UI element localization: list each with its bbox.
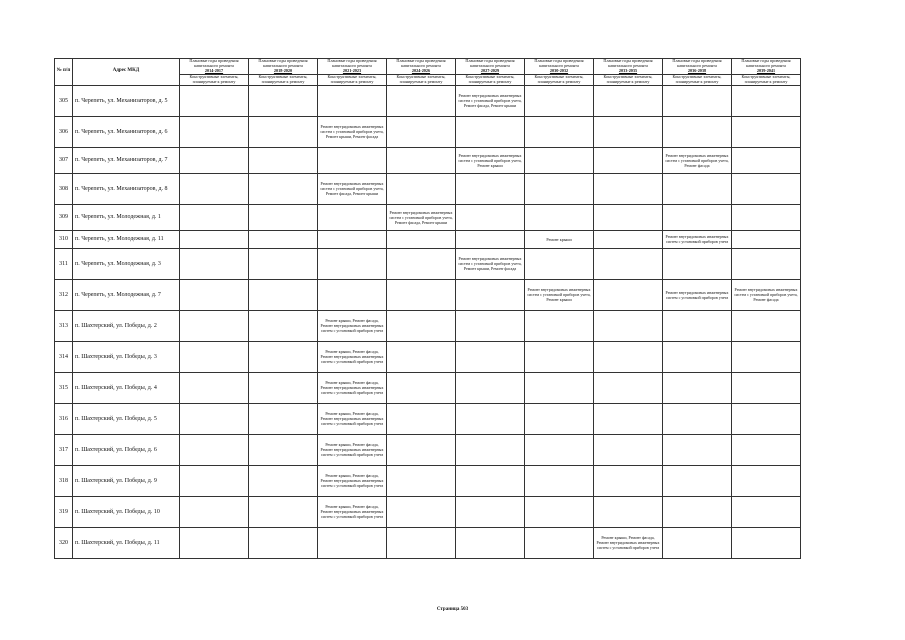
work-text: Ремонт внутридомовых инженерных систем с установкой приборов учета, Ремонт крыши, Ремонт фасада (320, 124, 384, 140)
work-cell (663, 204, 732, 230)
work-cell (456, 527, 525, 558)
work-cell (318, 230, 387, 248)
work-text: Ремонт крыши, Ремонт фасада, Ремонт внутридомовых инженерных систем с установкой приборов учета (596, 535, 660, 551)
work-cell (732, 527, 801, 558)
work-cell (456, 372, 525, 403)
work-cell (180, 230, 249, 248)
header-period-years: 2014-2017 (204, 67, 224, 73)
header-period-title: Плановые годы проведения капитального ремонта (327, 58, 377, 69)
work-cell (318, 116, 387, 147)
work-text: Ремонт крыши, Ремонт фасада, Ремонт внутридомовых инженерных систем с установкой приборов учета (320, 349, 384, 365)
work-cell (456, 279, 525, 310)
work-cell (387, 465, 456, 496)
work-cell (387, 85, 456, 116)
work-cell (594, 310, 663, 341)
work-cell (525, 116, 594, 147)
work-cell (732, 372, 801, 403)
table-row (55, 434, 801, 465)
work-cell (525, 310, 594, 341)
work-cell (180, 434, 249, 465)
work-cell (663, 279, 732, 310)
work-cell (180, 248, 249, 279)
work-cell (525, 279, 594, 310)
work-cell (732, 341, 801, 372)
header-period-title: Плановые годы проведения капитального ремонта (258, 58, 308, 69)
work-text: Ремонт внутридомовых инженерных систем с установкой приборов учета, Ремонт крыши, Ремонт фасада (458, 256, 522, 272)
work-text: Ремонт внутридомовых инженерных систем с установкой приборов учета, Ремонт фасада, Ремонт крыши (458, 93, 522, 109)
work-text: Ремонт внутридомовых инженерных систем с установкой приборов учета, Ремонт фасада, Ремонт крыши (320, 181, 384, 197)
row-number: 305 (55, 85, 73, 116)
table-row (55, 147, 801, 173)
work-cell (594, 465, 663, 496)
header-sub-label: Конструктивные элементы, планируемые к ремонту (594, 75, 663, 86)
table-row (55, 85, 801, 116)
work-cell (387, 204, 456, 230)
work-cell (180, 310, 249, 341)
header-sub-label: Конструктивные элементы, планируемые к ремонту (318, 75, 387, 86)
row-number: 310 (55, 230, 73, 248)
work-cell (663, 372, 732, 403)
work-cell (387, 248, 456, 279)
work-cell (180, 496, 249, 527)
work-cell (387, 310, 456, 341)
row-address: п. Черепеть, ул. Молодежная, д. 1 (73, 204, 180, 230)
work-text: Ремонт крыши (546, 236, 572, 242)
work-cell (249, 527, 318, 558)
work-cell (663, 173, 732, 204)
header-period-7 (663, 59, 732, 75)
work-cell (663, 527, 732, 558)
work-cell (663, 85, 732, 116)
header-period-title: Плановые годы проведения капитального ремонта (672, 58, 722, 69)
work-cell (456, 173, 525, 204)
work-cell (180, 341, 249, 372)
header-period-years: 2018-2020 (273, 67, 293, 73)
work-cell (387, 173, 456, 204)
header-period-years: 2021-2023 (342, 67, 362, 73)
header-period-years: 2033-2035 (618, 67, 638, 73)
work-cell (249, 310, 318, 341)
work-cell (180, 465, 249, 496)
row-number: 307 (55, 147, 73, 173)
work-text: Ремонт внутридомовых инженерных систем с установкой приборов учета, Ремонт крыши (527, 287, 591, 303)
work-cell (525, 496, 594, 527)
work-cell (525, 230, 594, 248)
work-cell (249, 434, 318, 465)
row-address: п. Шахтерский, ул. Победы, д. 2 (73, 310, 180, 341)
work-cell (732, 434, 801, 465)
work-cell (456, 85, 525, 116)
work-cell (732, 403, 801, 434)
work-cell (663, 248, 732, 279)
work-cell (180, 403, 249, 434)
work-text: Ремонт крыши, Ремонт фасада, Ремонт внутридомовых инженерных систем с установкой приборов учета (320, 504, 384, 520)
table-row (55, 173, 801, 204)
work-text: Ремонт внутридомовых инженерных систем с установкой приборов учета (665, 289, 729, 300)
work-cell (525, 204, 594, 230)
work-cell (318, 204, 387, 230)
header-period-title: Плановые годы проведения капитального ремонта (396, 58, 446, 69)
work-cell (180, 204, 249, 230)
work-cell (594, 230, 663, 248)
work-cell (594, 85, 663, 116)
row-number: 314 (55, 341, 73, 372)
work-cell (525, 147, 594, 173)
work-cell (594, 434, 663, 465)
header-period-years: 2030-2032 (549, 67, 569, 73)
work-cell (732, 204, 801, 230)
row-number: 318 (55, 465, 73, 496)
work-cell (663, 434, 732, 465)
work-cell (525, 341, 594, 372)
row-address: п. Черепеть, ул. Механизаторов, д. 7 (73, 147, 180, 173)
table-row (55, 204, 801, 230)
work-cell (663, 496, 732, 527)
work-cell (732, 147, 801, 173)
work-cell (732, 116, 801, 147)
work-cell (594, 279, 663, 310)
work-cell (663, 341, 732, 372)
header-sub-label: Конструктивные элементы, планируемые к ремонту (249, 75, 318, 86)
header-num: № п/п (55, 59, 73, 86)
work-text: Ремонт крыши, Ремонт фасада, Ремонт внутридомовых инженерных систем с установкой приборов учета (320, 380, 384, 396)
row-number: 317 (55, 434, 73, 465)
row-address: п. Шахтерский, ул. Победы, д. 6 (73, 434, 180, 465)
work-cell (387, 496, 456, 527)
row-number: 308 (55, 173, 73, 204)
header-sub-label: Конструктивные элементы, планируемые к ремонту (732, 75, 801, 86)
work-cell (318, 434, 387, 465)
work-cell (387, 372, 456, 403)
work-text: Ремонт внутридомовых инженерных систем с установкой приборов учета, Ремонт фасада (665, 152, 729, 168)
header-period-6 (594, 59, 663, 75)
row-address: п. Черепеть, ул. Молодежная, д. 11 (73, 230, 180, 248)
header-row-periods (55, 59, 801, 75)
work-text: Ремонт внутридомовых инженерных систем с установкой приборов учета, Ремонт фасада, Ремонт крыши (389, 209, 453, 225)
work-cell (594, 204, 663, 230)
work-cell (249, 116, 318, 147)
work-cell (525, 248, 594, 279)
work-cell (732, 85, 801, 116)
work-cell (594, 173, 663, 204)
header-sub-label: Конструктивные элементы, планируемые к ремонту (525, 75, 594, 86)
work-cell (180, 147, 249, 173)
work-cell (318, 496, 387, 527)
row-address: п. Шахтерский, ул. Победы, д. 5 (73, 403, 180, 434)
work-cell (249, 341, 318, 372)
work-cell (456, 341, 525, 372)
work-cell (456, 204, 525, 230)
header-sub-label: Конструктивные элементы, планируемые к ремонту (456, 75, 525, 86)
work-text: Ремонт внутридомовых инженерных систем с установкой приборов учета, Ремонт фасада (734, 287, 798, 303)
work-cell (318, 341, 387, 372)
work-cell (456, 434, 525, 465)
header-period-5 (525, 59, 594, 75)
row-number: 315 (55, 372, 73, 403)
work-cell (387, 230, 456, 248)
work-text: Ремонт крыши, Ремонт фасада, Ремонт внутридомовых инженерных систем с установкой приборов учета (320, 473, 384, 489)
page-number: Страница 503 (436, 607, 469, 612)
table-row (55, 527, 801, 558)
work-cell (456, 248, 525, 279)
work-cell (525, 372, 594, 403)
header-sub-label: Конструктивные элементы, планируемые к ремонту (387, 75, 456, 86)
work-cell (732, 279, 801, 310)
work-cell (594, 116, 663, 147)
work-cell (318, 173, 387, 204)
table-row (55, 341, 801, 372)
work-cell (180, 173, 249, 204)
capital-repair-table (54, 58, 801, 559)
header-period-title: Плановые годы проведения капитального ремонта (741, 58, 791, 69)
work-cell (249, 372, 318, 403)
row-number: 309 (55, 204, 73, 230)
table-row (55, 372, 801, 403)
work-cell (732, 310, 801, 341)
work-cell (387, 403, 456, 434)
work-cell (456, 310, 525, 341)
row-number: 313 (55, 310, 73, 341)
work-cell (318, 527, 387, 558)
row-address: п. Шахтерский, ул. Победы, д. 10 (73, 496, 180, 527)
work-cell (525, 465, 594, 496)
table-row (55, 116, 801, 147)
work-cell (663, 403, 732, 434)
header-period-years: 2024-2026 (411, 67, 431, 73)
work-cell (732, 173, 801, 204)
work-cell (387, 527, 456, 558)
work-cell (249, 496, 318, 527)
work-cell (180, 116, 249, 147)
work-cell (525, 527, 594, 558)
row-number: 316 (55, 403, 73, 434)
header-period-3 (387, 59, 456, 75)
row-address: п. Черепеть, ул. Молодежная, д. 3 (73, 248, 180, 279)
work-cell (249, 248, 318, 279)
work-cell (525, 85, 594, 116)
table-row (55, 310, 801, 341)
work-cell (594, 527, 663, 558)
row-address: п. Черепеть, ул. Механизаторов, д. 5 (73, 85, 180, 116)
work-cell (525, 403, 594, 434)
header-period-title: Плановые годы проведения капитального ремонта (603, 58, 653, 69)
work-cell (594, 147, 663, 173)
work-cell (594, 496, 663, 527)
work-cell (594, 372, 663, 403)
header-sub-label: Конструктивные элементы, планируемые к ремонту (663, 75, 732, 86)
work-cell (249, 147, 318, 173)
work-cell (249, 173, 318, 204)
work-cell (180, 527, 249, 558)
table-row (55, 248, 801, 279)
work-cell (456, 465, 525, 496)
work-cell (663, 116, 732, 147)
header-period-1 (249, 59, 318, 75)
row-address: п. Шахтерский, ул. Победы, д. 9 (73, 465, 180, 496)
work-cell (594, 341, 663, 372)
work-text: Ремонт крыши, Ремонт фасада, Ремонт внутридомовых инженерных систем с установкой приборов учета (320, 411, 384, 427)
work-cell (594, 248, 663, 279)
work-cell (249, 403, 318, 434)
work-cell (249, 279, 318, 310)
work-cell (180, 85, 249, 116)
work-cell (387, 147, 456, 173)
work-text: Ремонт крыши, Ремонт фасада, Ремонт внутридомовых инженерных систем с установкой приборов учета (320, 442, 384, 458)
work-cell (732, 465, 801, 496)
row-address: п. Шахтерский, ул. Победы, д. 4 (73, 372, 180, 403)
work-cell (456, 496, 525, 527)
header-period-title: Плановые годы проведения капитального ремонта (534, 58, 584, 69)
work-cell (387, 279, 456, 310)
work-cell (525, 434, 594, 465)
work-cell (318, 403, 387, 434)
row-address: п. Шахтерский, ул. Победы, д. 11 (73, 527, 180, 558)
table-row (55, 496, 801, 527)
work-cell (249, 230, 318, 248)
table-body (55, 85, 801, 558)
work-cell (663, 230, 732, 248)
row-address: п. Шахтерский, ул. Победы, д. 3 (73, 341, 180, 372)
table-row (55, 465, 801, 496)
work-cell (249, 465, 318, 496)
row-number: 311 (55, 248, 73, 279)
work-cell (387, 434, 456, 465)
header-period-2 (318, 59, 387, 75)
row-address: п. Черепеть, ул. Молодежная, д. 7 (73, 279, 180, 310)
row-number: 306 (55, 116, 73, 147)
table-row (55, 403, 801, 434)
header-period-years: 2036-2038 (687, 67, 707, 73)
work-cell (249, 204, 318, 230)
table-row (55, 230, 801, 248)
header-period-title: Плановые годы проведения капитального ремонта (189, 58, 239, 69)
work-cell (318, 372, 387, 403)
row-number: 319 (55, 496, 73, 527)
header-period-years: 2027-2029 (480, 67, 500, 73)
row-address: п. Черепеть, ул. Механизаторов, д. 8 (73, 173, 180, 204)
header-address: Адрес МКД (73, 59, 180, 86)
header-period-0 (180, 59, 249, 75)
work-cell (318, 248, 387, 279)
row-address: п. Черепеть, ул. Механизаторов, д. 6 (73, 116, 180, 147)
work-cell (525, 173, 594, 204)
work-cell (180, 279, 249, 310)
work-cell (663, 310, 732, 341)
work-cell (387, 116, 456, 147)
work-cell (318, 147, 387, 173)
work-cell (732, 248, 801, 279)
work-cell (663, 465, 732, 496)
work-cell (456, 116, 525, 147)
row-number: 312 (55, 279, 73, 310)
header-period-4 (456, 59, 525, 75)
work-cell (594, 403, 663, 434)
header-period-8 (732, 59, 801, 75)
work-cell (318, 85, 387, 116)
work-cell (180, 372, 249, 403)
work-cell (318, 465, 387, 496)
work-cell (456, 403, 525, 434)
header-period-years: 2039-2041 (756, 67, 776, 73)
work-cell (318, 310, 387, 341)
header-sub-label: Конструктивные элементы, планируемые к ремонту (180, 75, 249, 86)
work-cell (456, 147, 525, 173)
work-cell (732, 230, 801, 248)
work-cell (318, 279, 387, 310)
work-text: Ремонт крыши, Ремонт фасада, Ремонт внутридомовых инженерных систем с установкой приборов учета (320, 318, 384, 334)
work-text: Ремонт внутридомовых инженерных систем с установкой приборов учета (665, 234, 729, 245)
work-cell (456, 230, 525, 248)
work-cell (249, 85, 318, 116)
work-cell (663, 147, 732, 173)
work-cell (732, 496, 801, 527)
work-cell (387, 341, 456, 372)
header-period-title: Плановые годы проведения капитального ремонта (465, 58, 515, 69)
work-text: Ремонт внутридомовых инженерных систем с установкой приборов учета, Ремонт крыши (458, 152, 522, 168)
table-row (55, 279, 801, 310)
row-number: 320 (55, 527, 73, 558)
